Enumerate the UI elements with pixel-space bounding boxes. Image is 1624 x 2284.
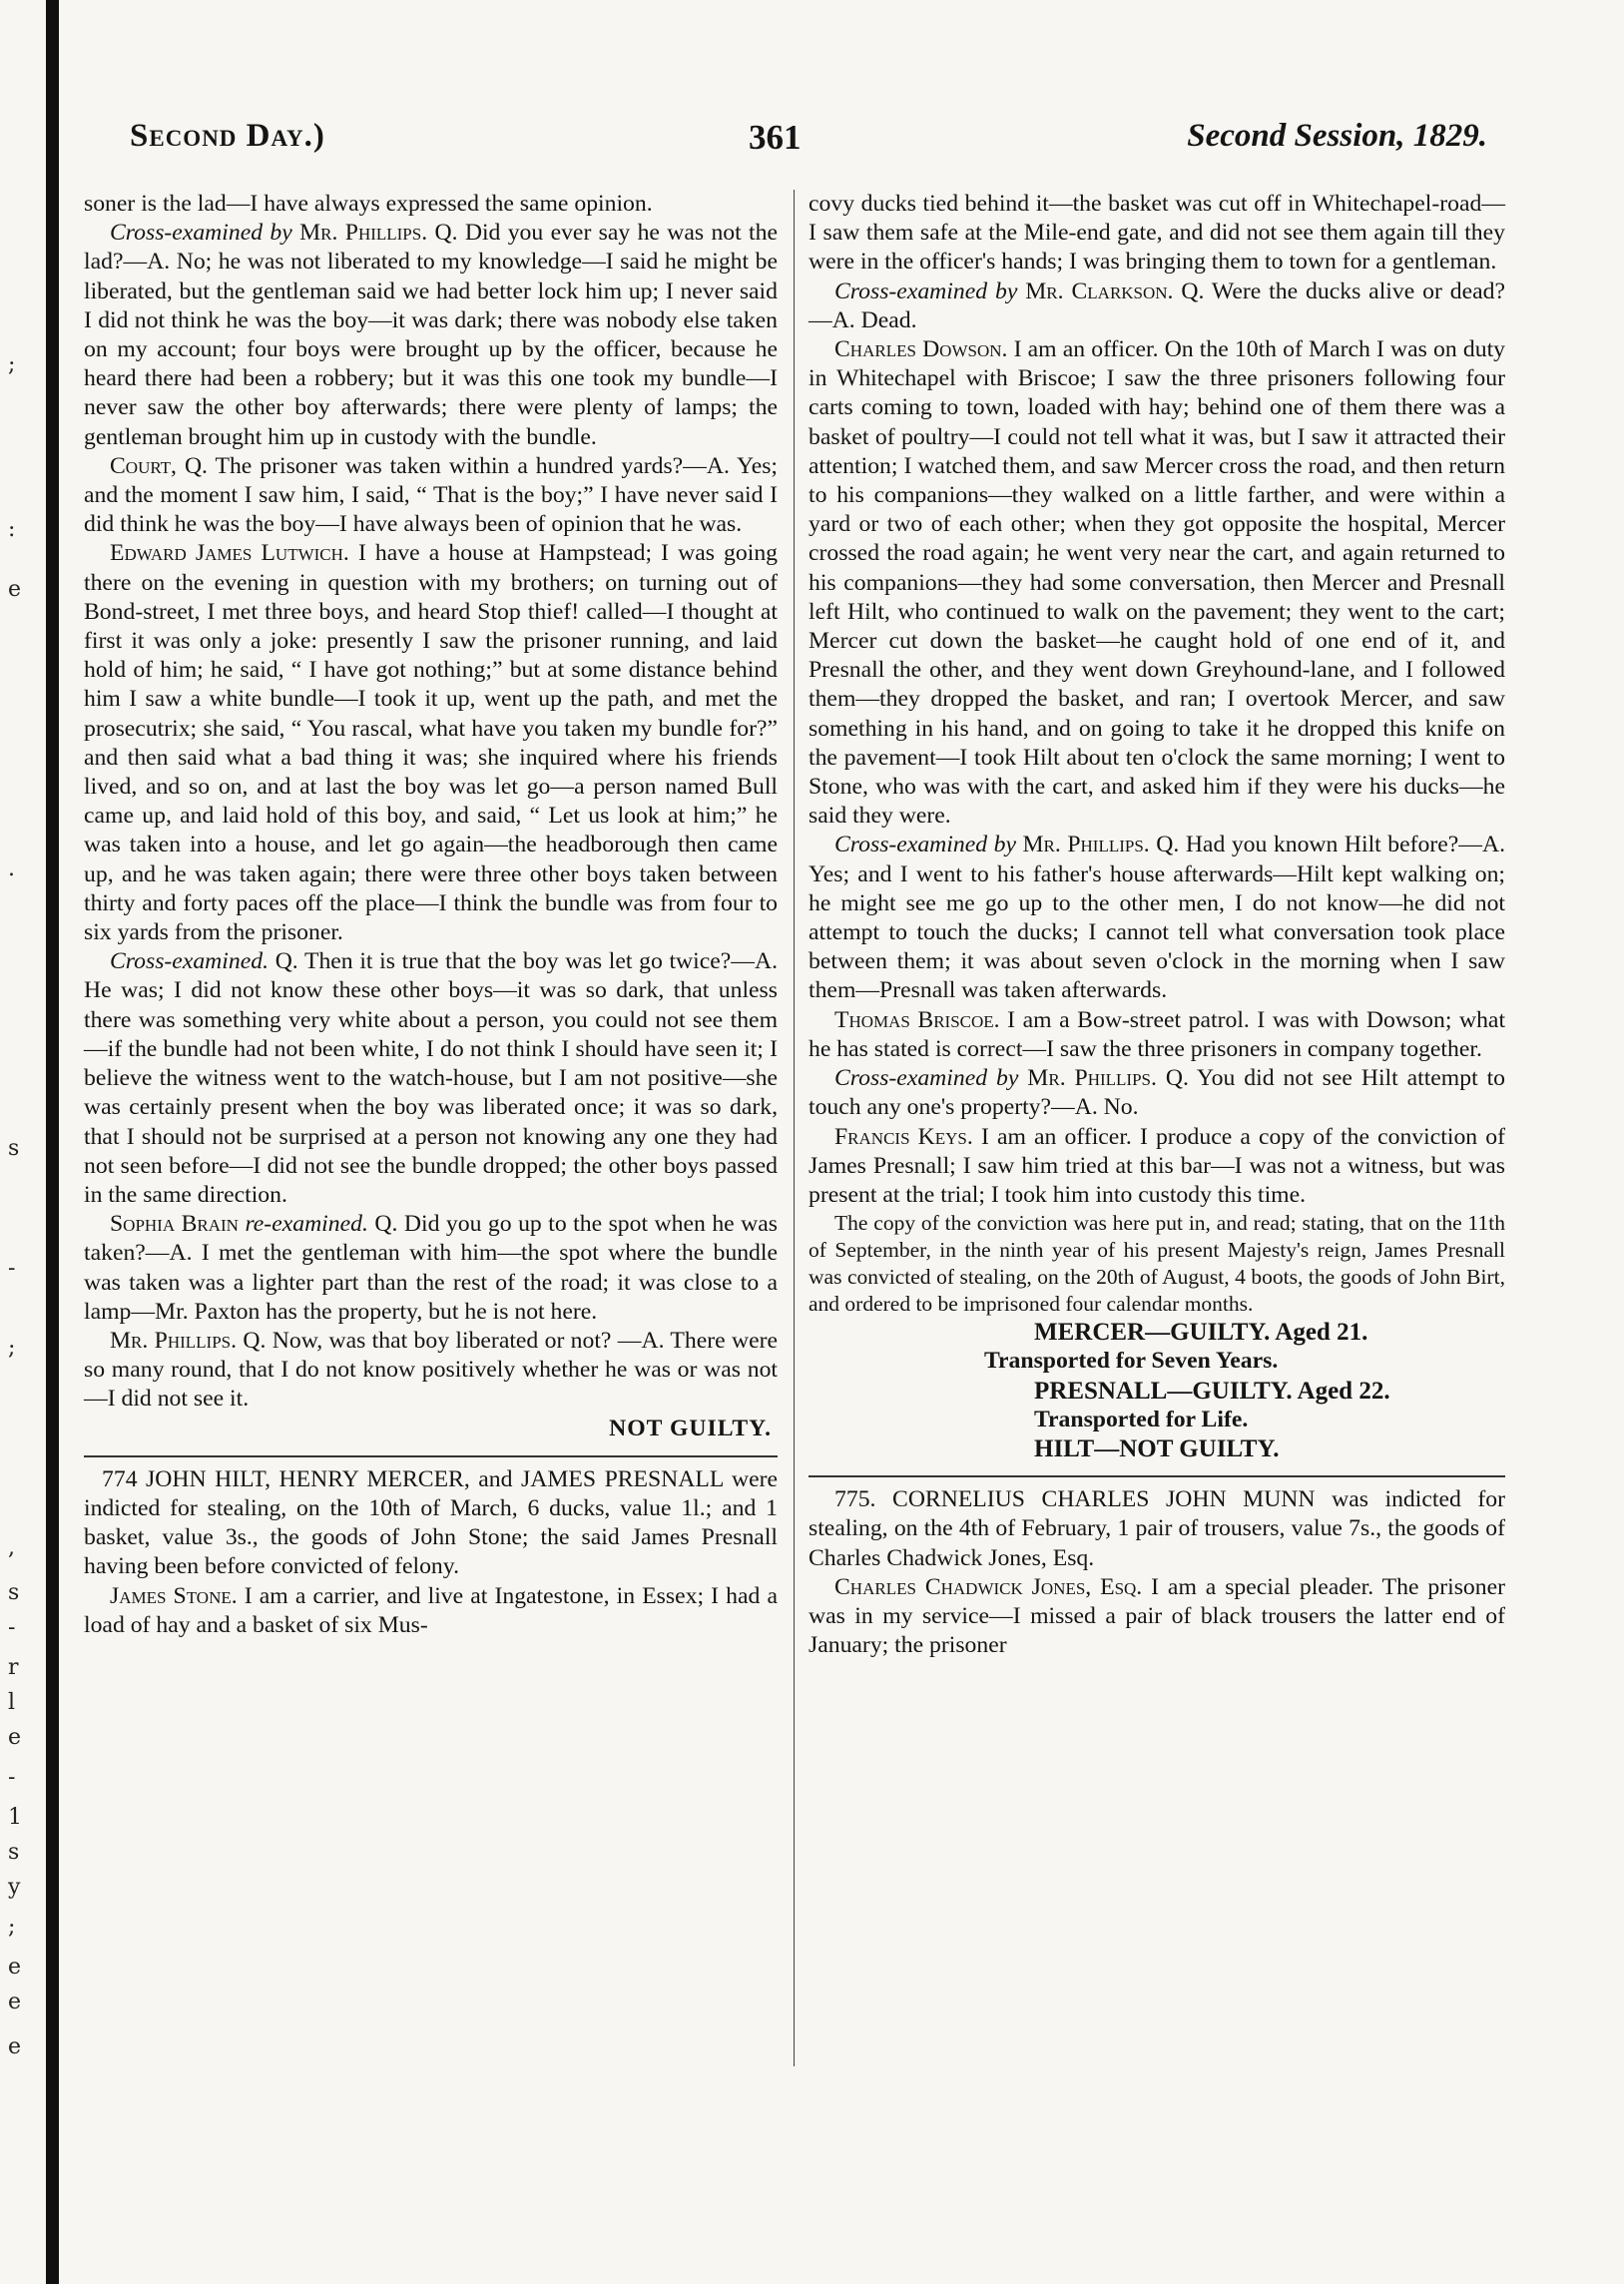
page-number: 361 — [749, 118, 802, 157]
margin-fragment: s — [8, 1136, 20, 1161]
margin-fragment: s — [8, 1580, 20, 1605]
margin-fragment: e — [8, 2034, 22, 2059]
paragraph: Cross-examined by Mr. Phillips. Q. You did not see Hilt attempt to touch any one's property?—A. No. — [809, 1065, 1506, 1121]
paragraph: Sophia Brain re-examined. Q. Did you go up to the spot when he was taken?—A. I met the gentleman with him—the spot where the bundle was taken was a lighter part than the rest of the road; it was close to a lamp—Mr. Paxton has the property, but he is not here. — [84, 1211, 779, 1325]
verdict-hilt: HILT—NOT GUILTY. — [1034, 1434, 1280, 1462]
case-divider — [809, 1475, 1505, 1477]
verdict-presnall: PRESNALL—GUILTY. Aged 22. — [1034, 1377, 1390, 1405]
paragraph: soner is the lad—I have always expressed the same opinion. — [84, 191, 653, 217]
paragraph: Thomas Briscoe. I am a Bow-street patrol. I was with Dowson; what he has stated is correct—I saw the three prisoners in company together. — [809, 1006, 1506, 1062]
column-divider — [794, 190, 795, 2066]
running-head-right: Second Session, 1829. — [1187, 118, 1487, 154]
paragraph: Charles Dowson. I am an officer. On the 10th of March I was on duty in Whitechapel with Briscoe; I saw the three prisoners following four carts coming to town, loaded with hay; behind one of them there was a basket of poultry—I could not tell what it was, but I saw it attracted their attention; I watched them, and saw Mercer cross the road, and then return to his companions—they walked on a little farther, and were within a yard or two of each other; when they got opposite the hospital, Mercer crossed the road again; he went very near the cart, and again returned to his companions—they had some conversation, then Mercer and Presnall left Hilt, who continued to walk on the pavement; they went to the cart; Mercer cut down the basket—he caught hold of one end of it, and Presnall the other, and they went down Greyhound-lane, and I followed them—they dropped the basket, and ran; I overtook Mercer, and saw something in his hand, and on going to take it he dropped this knife on the pavement—I took Hilt about ten o'clock the same morning; I went to Stone, who was with the cart, and asked him if they were his ducks—he said they were. — [809, 336, 1505, 830]
running-head-left: Second Day.) — [130, 118, 325, 154]
margin-fragments — [0, 0, 46, 2284]
paragraph: James Stone. I am a carrier, and live at Ingatestone, in Essex; I had a load of hay and a basket of six Mus- — [84, 1582, 778, 1638]
case-heading: 774 JOHN HILT, HENRY MERCER, and JAMES PRESNALL were indicted for stealing, on the 10th of March, 6 ducks, value 1l.; and 1 basket, value 3s., the goods of John Stone; the said James Presnall having been before convicted of felony. — [84, 1465, 778, 1580]
case-divider — [84, 1455, 778, 1457]
margin-fragment: e — [8, 1955, 22, 1980]
verdict: NOT GUILTY. — [609, 1415, 772, 1441]
paragraph: covy ducks tied behind it—the basket was cut off in Whitechapel-road—I saw them safe at the Mile-end gate, and did not see them again till they were in the officer's hands; I was bringing them to town for a gentleman. — [809, 191, 1505, 276]
paragraph: Mr. Phillips. Q. Now, was that boy liberated or not? —A. There were so many round, that I do not know positively whether he was or was not—I did not see it. — [84, 1327, 778, 1413]
binding-edge — [46, 0, 59, 2284]
margin-fragment: - — [8, 1256, 16, 1281]
margin-fragment: - — [8, 1615, 16, 1640]
margin-fragment: e — [8, 577, 22, 602]
margin-fragment: l — [8, 1690, 16, 1715]
margin-fragment: ; — [8, 352, 16, 377]
paragraph: Cross-examined by Mr. Clarkson. Q. Were the ducks alive or dead?—A. Dead. — [809, 278, 1505, 333]
paragraph: Cross-examined by Mr. Phillips. Q. Did you ever say he was not the lad?—A. No; he was not liberated to my knowledge—I said he might be liberated, but the gentleman said we had better lock him up; I never said I did not think he was the boy—it was dark; there was nobody else taken on my account; four boys were brought up by the officer, because he heard there had been a robbery; but it was this one took my bundle—I never saw the other boy afterwards; there were plenty of lamps; the gentleman brought him up in custody with the bundle. — [84, 220, 778, 450]
sentence-presnall: Transported for Life. — [1034, 1406, 1249, 1432]
margin-fragment: 1 — [8, 1805, 22, 1830]
paragraph: Francis Keys. I am an officer. I produce a copy of the conviction of James Presnall; I saw him tried at this bar—I was not a witness, but was present at the trial; I took him into custody this time. — [809, 1123, 1505, 1208]
paragraph: Charles Chadwick Jones, Esq. I am a special pleader. The prisoner was in my service—I missed a pair of black trousers the latter end of January; the prisoner — [809, 1573, 1505, 1659]
left-column — [84, 190, 778, 1640]
margin-fragment: - — [8, 1765, 16, 1790]
margin-fragment: : — [8, 517, 16, 542]
right-column — [809, 190, 1505, 1660]
case-heading: 775. CORNELIUS CHARLES JOHN MUNN was indicted for stealing, on the 4th of February, 1 pair of trousers, value 7s., the goods of Charles Chadwick Jones, Esq. — [809, 1486, 1505, 1571]
margin-fragment: ; — [8, 1336, 16, 1361]
verdict-mercer: MERCER—GUILTY. Aged 21. — [1034, 1319, 1368, 1347]
margin-fragment: . — [8, 856, 15, 881]
page-header — [130, 118, 1487, 178]
margin-fragment: s — [8, 1840, 20, 1865]
sentence-mercer: Transported for Seven Years. — [984, 1348, 1279, 1375]
paragraph: Cross-examined by Mr. Phillips. Q. Had you known Hilt before?—A. Yes; and I went to his father's house afterwards—Hilt kept walking on; he might see me go up to the other men, I do not know—he did not attempt to touch the ducks; I cannot tell what conversation took place between them; it was about seven o'clock in the morning when I saw them—Presnall was taken afterwards. — [809, 832, 1505, 1004]
margin-fragment: y — [8, 1875, 21, 1900]
paragraph: Edward James Lutwich. I have a house at Hampstead; I was going there on the evening in question with my brothers; on turning out of Bond-street, I met three boys, and heard Stop thief! called—I thought at first it was only a joke: presently I saw the prisoner running, and laid hold of him; he said, “ I have got nothing;” but at some distance behind him I saw a white bundle—I took it up, went up the path, and met the prosecutrix; she said, “ You rascal, what have you taken my bundle for?” and then said what a bad thing it was; she inquired where his friends lived, and so on, and at last the boy was let go—a person named Bull came up, and laid hold of this boy, and said, “ Let us look at him;” he was taken into a house, and let go again—the headborough then came up, and he was taken again; there were three other boys taken between thirty and forty paces off the place—I think the bundle was from four to six yards from the prisoner. — [84, 540, 779, 946]
paragraph: Cross-examined. Q. Then it is true that the boy was let go twice?—A. He was; I did not know these other boys—it was so dark, that unless there was something very white about a person, you could not see them—if the bundle had not been white, I do not think I should have seen it; I believe the witness went to the watch-house, but I am not positive—she was certainly present when the boy was liberated once; it was so dark, that I should not be surprised at a person not knowing any one they had not seen before—I did not see the bundle dropped; the other boys passed in the same direction. — [84, 948, 778, 1208]
margin-fragment: e — [8, 1725, 22, 1750]
paragraph: Court, Q. The prisoner was taken within a hundred yards?—A. Yes; and the moment I saw him, I said, “ That is the boy;” I have never said I did think he was the boy—I have always been of opinion that he was. — [84, 452, 779, 538]
margin-fragment: ; — [8, 1915, 16, 1940]
conviction-note: The copy of the conviction was here put in, and read; stating, that on the 11th of September, in the ninth year of his present Majesty's reign, James Presnall was convicted of stealing, on the 20th of August, 4 boots, the goods of John Birt, and ordered to be imprisoned four calendar months. — [809, 1211, 1505, 1317]
margin-fragment: e — [8, 1990, 22, 2014]
margin-fragment: r — [8, 1655, 19, 1680]
margin-fragment: , — [8, 1535, 15, 1560]
